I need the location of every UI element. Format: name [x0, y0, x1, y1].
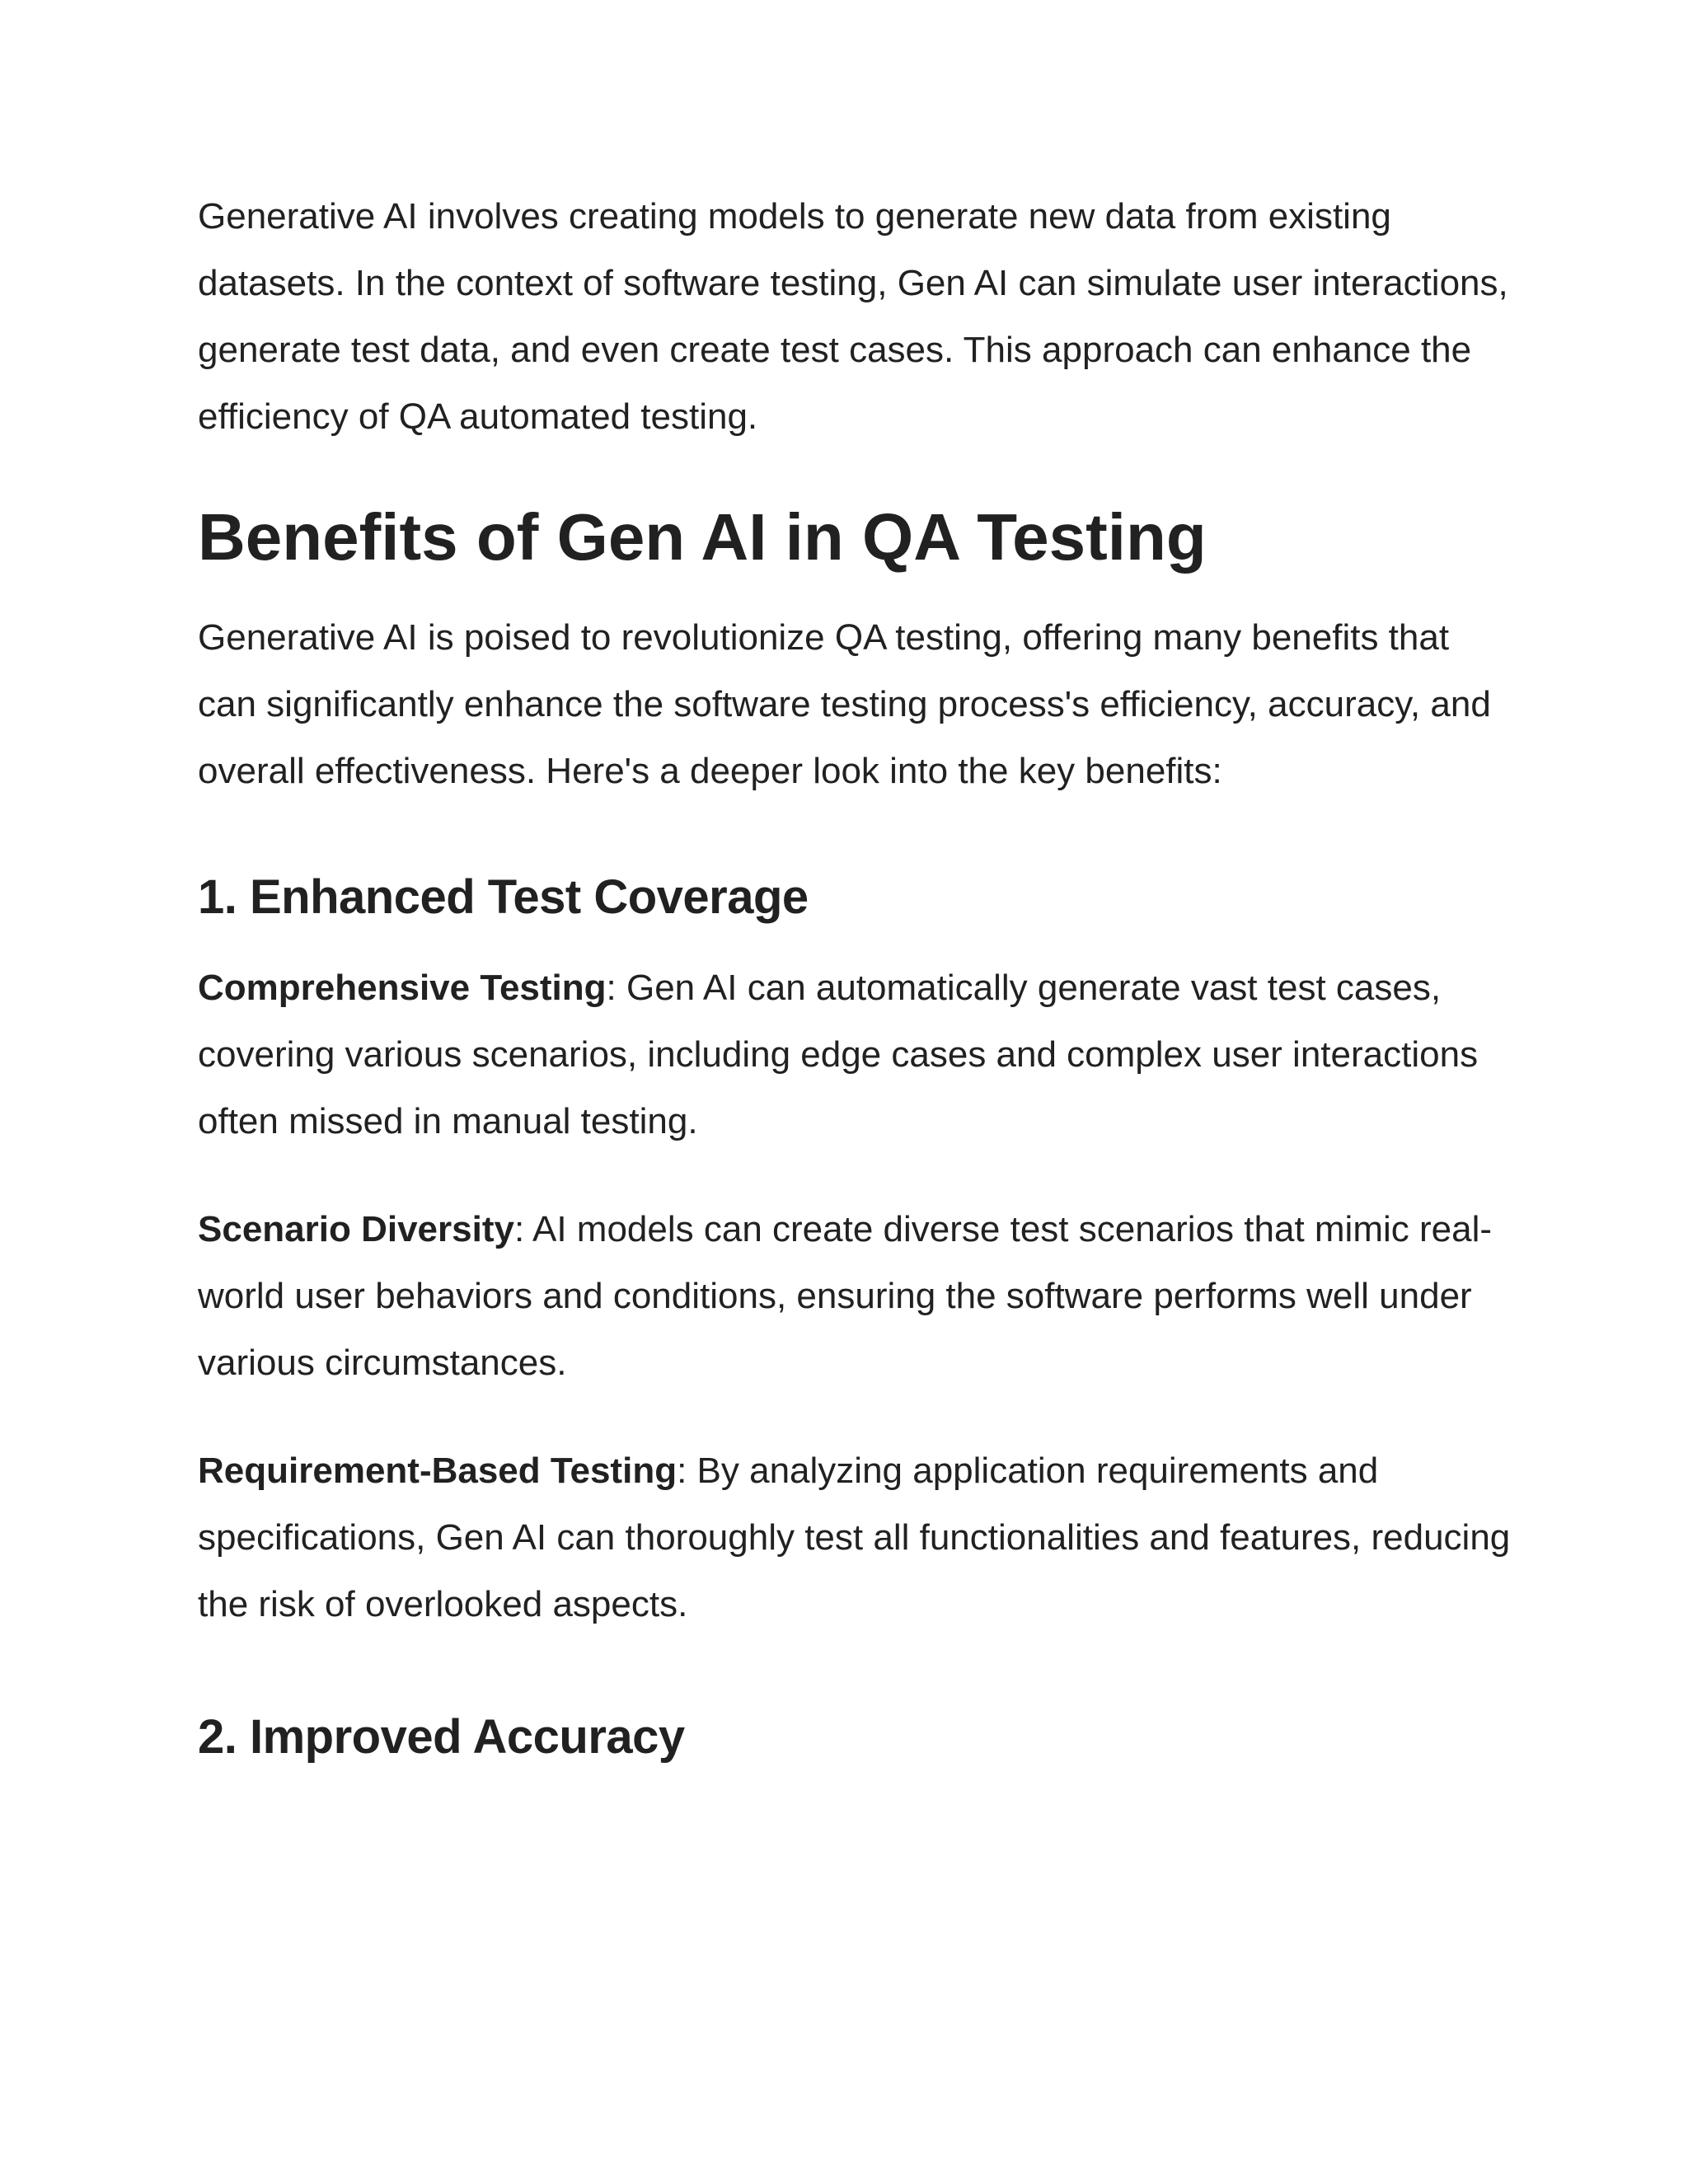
point-scenario-diversity	[198, 1196, 1517, 1396]
point-comprehensive-testing	[198, 954, 1517, 1155]
point-term: Scenario Diversity	[198, 1209, 514, 1249]
point-text: : AI models can create diverse test scenarios that mimic real-world user behaviors and conditions, ensuring the software performs well under various circumstances.	[198, 1209, 1492, 1383]
section-intro-paragraph: Generative AI is poised to revolutionize QA testing, offering many benefits that can significantly enhance the software testing process's efficiency, accuracy, and overall effectiveness. Here's a deeper look into the key benefits:	[198, 617, 1491, 791]
point-text: : Gen AI can automatically generate vast test cases, covering various scenarios, including edge cases and complex user interactions often missed in manual testing.	[198, 968, 1479, 1141]
benefit-heading-enhanced-test-coverage: 1. Enhanced Test Coverage	[198, 870, 809, 924]
document-content	[198, 183, 1517, 1767]
point-term: Comprehensive Testing	[198, 968, 607, 1008]
point-text: : By analyzing application requirements and specifications, Gen AI can thoroughly test all functionalities and features, reducing the risk of overlooked aspects.	[198, 1451, 1511, 1624]
point-requirement-based-testing	[198, 1437, 1517, 1638]
intro-paragraph: Generative AI involves creating models to generate new data from existing datasets. In the context of software testing, Gen AI can simulate user interactions, generate test data, and even create test cases. This approach can enhance the efficiency of QA automated testing.	[198, 196, 1508, 437]
benefit-heading-improved-accuracy: 2. Improved Accuracy	[198, 1710, 685, 1764]
point-term: Requirement-Based Testing	[198, 1451, 678, 1491]
section-heading: Benefits of Gen AI in QA Testing	[198, 500, 1207, 574]
